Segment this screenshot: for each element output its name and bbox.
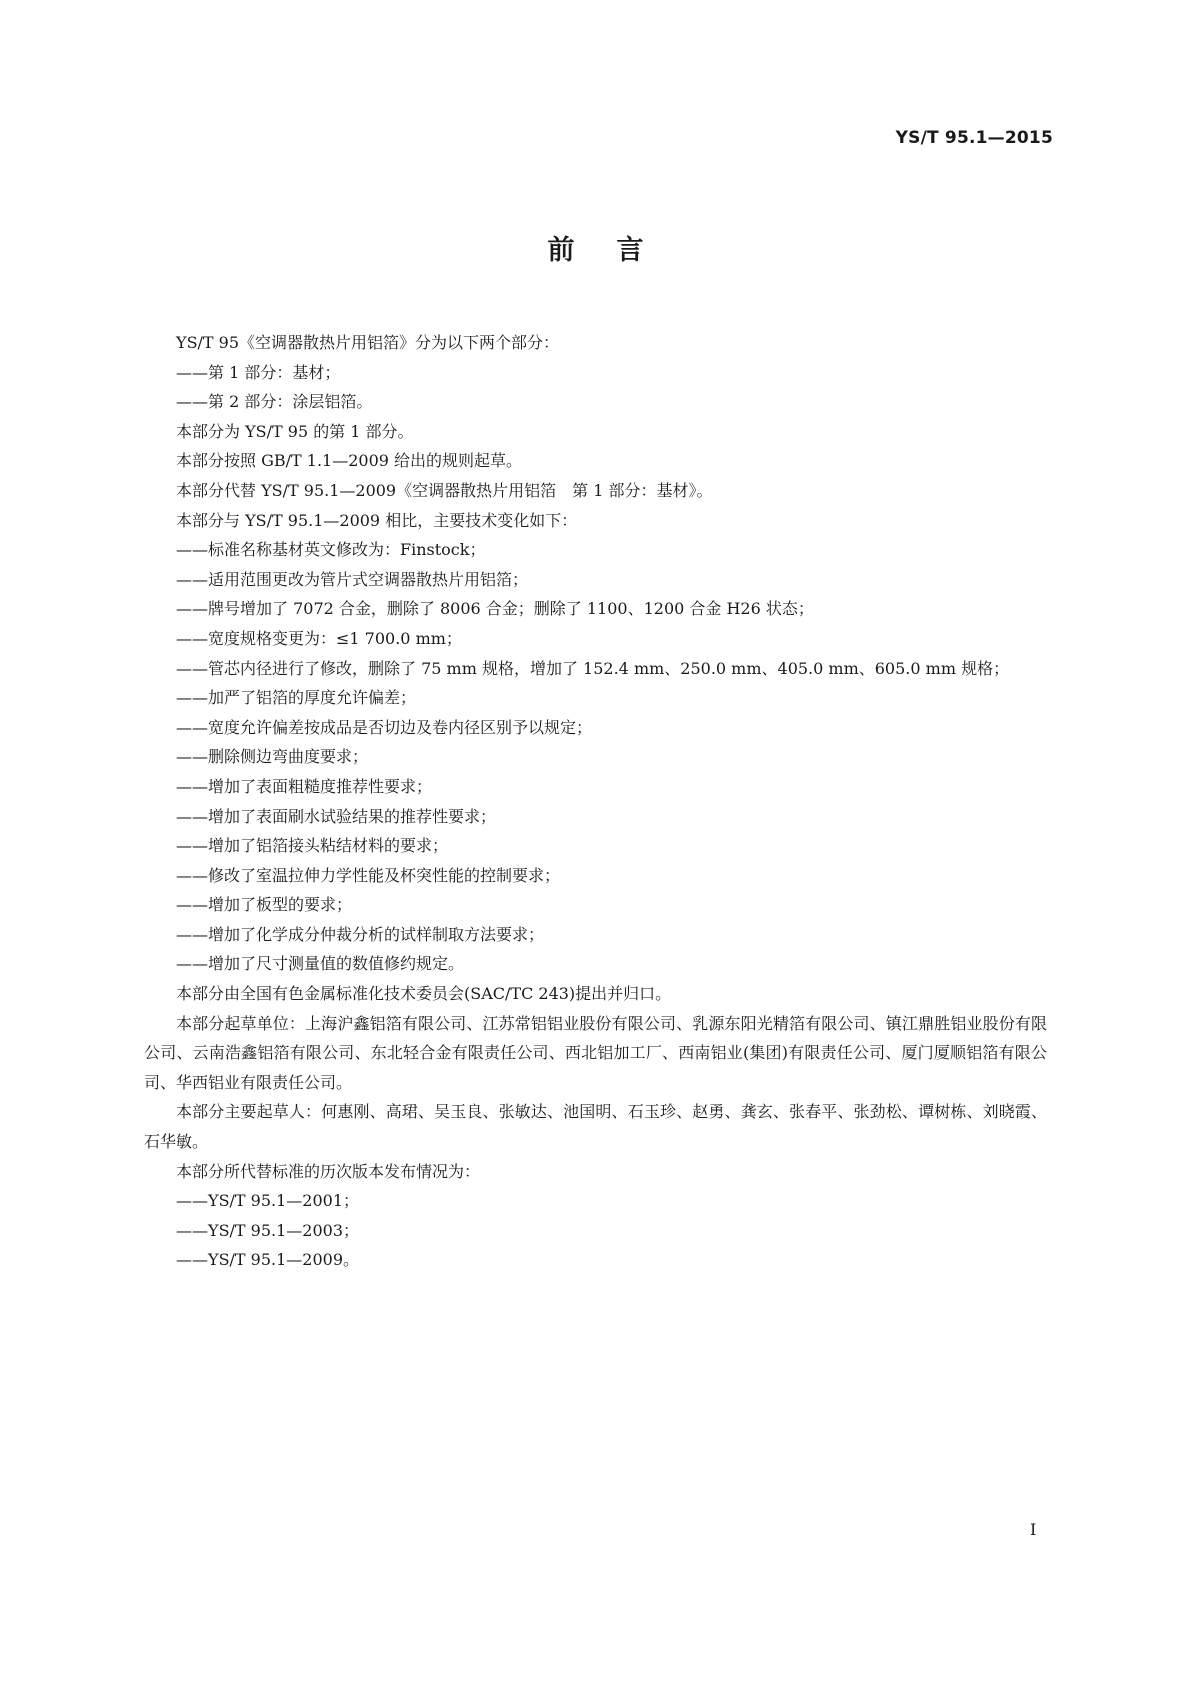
drafting-rules-paragraph: 本部分按照 GB/T 1.1—2009 给出的规则起草。 (176, 451, 523, 471)
change-list-item: ——标准名称基材英文修改为：Finstock； (176, 540, 486, 560)
part-list-item: ——第 1 部分：基材； (176, 362, 341, 382)
change-list-item: ——增加了尺寸测量值的数值修约规定。 (176, 954, 465, 974)
committee-paragraph: 本部分由全国有色金属标准化技术委员会(SAC/TC 243)提出并归口。 (176, 984, 672, 1004)
history-list-item: ——YS/T 95.1—2003； (176, 1220, 360, 1240)
change-list-item: ——删除侧边弯曲度要求； (176, 747, 369, 767)
history-intro-paragraph: 本部分所代替标准的历次版本发布情况为： (176, 1161, 481, 1181)
change-list-item: ——修改了室温拉伸力学性能及杯突性能的控制要求； (176, 865, 561, 885)
change-list-item: ——管芯内径进行了修改，删除了 75 mm 规格，增加了 152.4 mm、250.0 mm、405.0 mm、605.0 mm 规格； (176, 658, 1010, 678)
change-list-item: ——牌号增加了 7072 合金，删除了 8006 合金；删除了 1100、1200 合金 H26 状态； (176, 599, 814, 619)
standard-code-header: YS/T 95.1—2015 (895, 128, 1053, 148)
replacement-paragraph: 本部分代替 YS/T 95.1—2009《空调器散热片用铝箔 第 1 部分：基材》。 (176, 480, 713, 500)
change-list-item: ——增加了表面刷水试验结果的推荐性要求； (176, 806, 497, 826)
part-list-item: ——第 2 部分：涂层铝箔。 (176, 392, 373, 412)
change-list-item: ——宽度规格变更为：≤1 700.0 mm； (176, 628, 462, 648)
history-list-item: ——YS/T 95.1—2001； (176, 1191, 360, 1211)
history-list-item: ——YS/T 95.1—2009。 (176, 1250, 360, 1270)
drafters-paragraph: 本部分主要起草人：何惠刚、高珺、吴玉良、张敏达、池国明、石玉珍、赵勇、龚玄、张春平、张劲松、谭树栋、刘晓霞、石华敏。 (144, 1102, 1047, 1152)
change-list-item: ——增加了化学成分仲裁分析的试样制取方法要求； (176, 924, 545, 944)
page-title: 前言 (547, 235, 686, 266)
page-number: I (1030, 1520, 1037, 1539)
change-list-item: ——适用范围更改为管片式空调器散热片用铝箔； (176, 569, 529, 589)
intro-paragraph: YS/T 95《空调器散热片用铝箔》分为以下两个部分： (176, 333, 560, 352)
change-list-item: ——宽度允许偏差按成品是否切边及卷内径区别予以规定； (176, 717, 593, 737)
scope-paragraph: 本部分为 YS/T 95 的第 1 部分。 (176, 421, 414, 441)
change-list-item: ——加严了铝箔的厚度允许偏差； (176, 688, 417, 708)
foreword-body (144, 328, 1047, 1275)
drafting-units-paragraph: 本部分起草单位：上海沪鑫铝箔有限公司、江苏常铝铝业股份有限公司、乳源东阳光精箔有限公司、镇江鼎胜铝业股份有限公司、云南浩鑫铝箔有限公司、东北轻合金有限责任公司、西北铝加工厂、西南铝业(集团)有限责任公司、厦门厦顺铝箔有限公司、华西铝业有限责任公司。 (144, 1013, 1047, 1092)
change-list-item: ——增加了板型的要求； (176, 895, 353, 915)
changes-intro-paragraph: 本部分与 YS/T 95.1—2009 相比，主要技术变化如下： (176, 510, 578, 530)
change-list-item: ——增加了铝箔接头粘结材料的要求； (176, 836, 449, 856)
change-list-item: ——增加了表面粗糙度推荐性要求； (176, 776, 433, 796)
